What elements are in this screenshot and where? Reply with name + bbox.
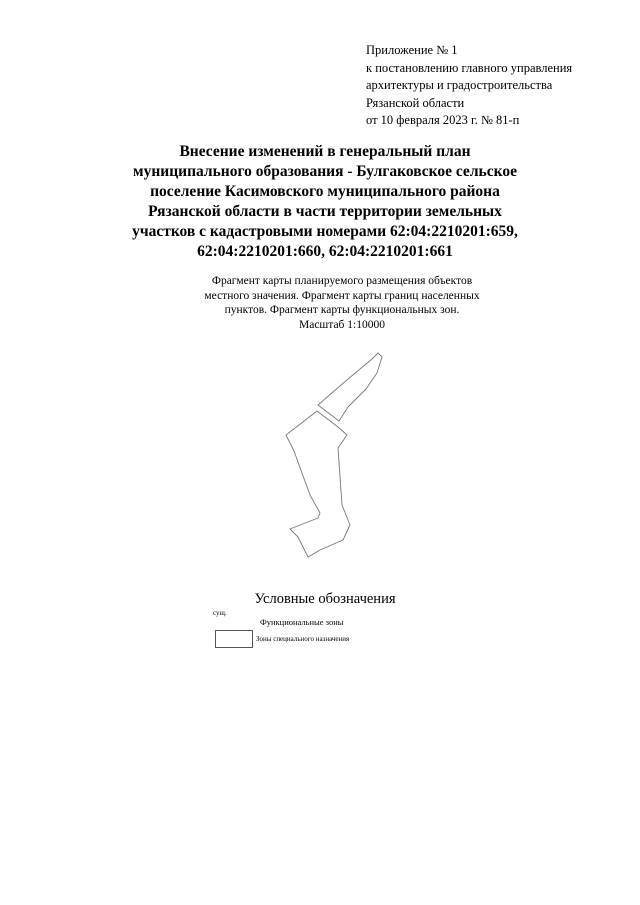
parcel-south	[286, 411, 350, 557]
appendix-line: от 10 февраля 2023 г. № 81-п	[366, 113, 520, 127]
legend-item-label: Зоны специального назначения	[256, 635, 350, 643]
map-description	[120, 274, 564, 332]
parcel-north	[318, 353, 382, 421]
document-title	[60, 142, 590, 262]
legend-swatch-special-zone	[215, 630, 253, 648]
subtitle-line: пунктов. Фрагмент карты функциональных зон.	[224, 304, 460, 316]
appendix-line: Рязанской области	[366, 95, 465, 110]
appendix-line: Приложение № 1	[366, 43, 458, 57]
subtitle-line: Фрагмент карты планируемого размещения объектов	[211, 275, 473, 287]
legend-title: Условные обозначения	[254, 591, 396, 607]
legend-header: сущ.	[213, 609, 227, 617]
appendix-block	[366, 42, 628, 130]
title-line: Рязанской области в части территории земельных	[148, 203, 502, 220]
title-line: муниципального образования - Булгаковское сельское	[133, 163, 517, 180]
subtitle-line: местного значения. Фрагмент карты границ населенных	[204, 289, 480, 302]
legend-group-label: Функциональные зоны	[260, 617, 344, 627]
title-line: Внесение изменений в генеральный план	[179, 143, 471, 160]
map-fragment	[270, 345, 390, 570]
title-line: поселение Касимовского муниципального района	[150, 183, 500, 200]
appendix-line: к постановлению главного управления	[366, 60, 573, 75]
map-scale: Масштаб 1:10000	[299, 318, 385, 331]
title-line: 62:04:2210201:660, 62:04:2210201:661	[197, 243, 453, 260]
appendix-line: архитектуры и градостроительства	[366, 78, 553, 92]
title-line: участков с кадастровыми номерами 62:04:2210201:659,	[132, 223, 518, 240]
